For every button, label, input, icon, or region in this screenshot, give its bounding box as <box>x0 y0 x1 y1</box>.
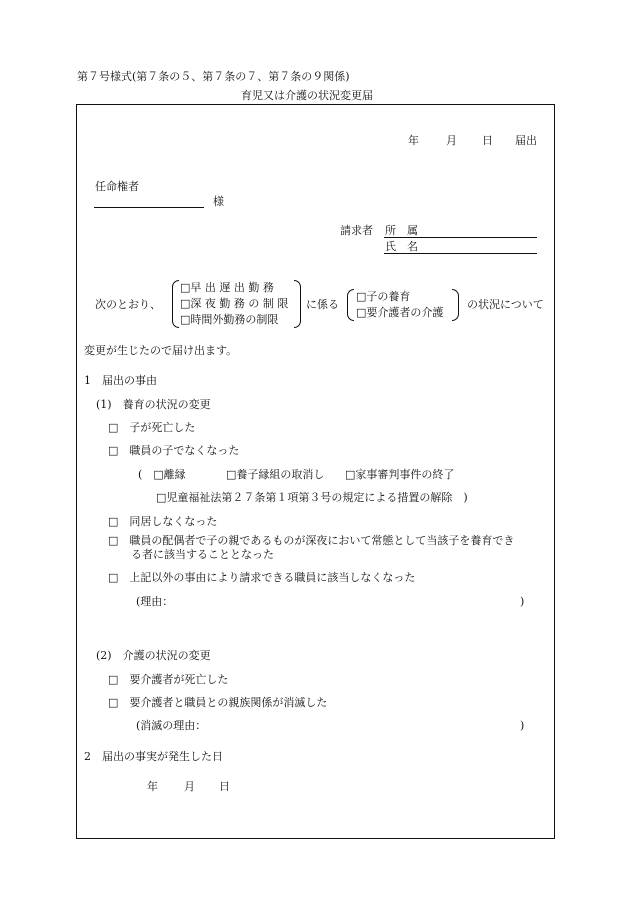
statement-suffix: の状況について <box>467 298 544 311</box>
item-not-child[interactable]: □ 職員の子でなくなった <box>108 444 240 457</box>
section1-heading: 1 届出の事由 <box>84 374 157 387</box>
sub1-reason-close: ) <box>520 595 525 608</box>
affiliation-label: 所 属 <box>385 224 418 237</box>
care-type-nursing[interactable]: □要介護者の介護 <box>356 306 444 319</box>
work-type-early-late[interactable]: □早 出 遅 出 勤 務 <box>180 281 274 294</box>
occurrence-day[interactable]: 日 <box>219 780 230 793</box>
appointer-underline[interactable] <box>94 207 204 208</box>
appointer-label: 任命権者 <box>95 180 139 193</box>
occurrence-month[interactable]: 月 <box>184 780 195 793</box>
reason-family-court[interactable]: □家事審判事件の終了 <box>345 468 455 481</box>
work-type-night[interactable]: □深 夜 勤 務 の 制 限 <box>180 297 289 310</box>
statement-connector: に係る <box>306 298 339 311</box>
date-day-label: 日 <box>482 134 493 147</box>
date-year-label: 年 <box>408 134 419 147</box>
reason-child-welfare[interactable]: □児童福祉法第２７条第１項第３号の規定による措置の解除 ) <box>156 491 468 504</box>
statement-prefix: 次のとおり、 <box>95 298 161 311</box>
sub2-heading: (2) 介護の状況の変更 <box>96 649 211 662</box>
sub1-heading: (1) 養育の状況の変更 <box>96 398 211 411</box>
occurrence-year[interactable]: 年 <box>147 780 158 793</box>
sub2-reason-close: ) <box>520 719 525 732</box>
item-spouse-line2: る者に該当することとなった <box>131 548 274 561</box>
sub1-reason-label: (理由： <box>136 595 174 608</box>
name-field[interactable] <box>384 253 537 254</box>
date-month-label: 月 <box>446 134 457 147</box>
sub2-reason-label: (消滅の理由： <box>136 719 207 732</box>
form-title: 育児又は介護の状況変更届 <box>241 89 373 102</box>
statement-line2: 変更が生じたので届け出ます。 <box>84 344 238 357</box>
affiliation-field[interactable] <box>384 237 537 238</box>
care-bracket-right <box>452 289 459 321</box>
form-number: 第７号様式(第７条の５、第７条の７、第７条の９関係) <box>77 70 350 83</box>
reason-divorce[interactable]: ( □離縁 <box>138 468 186 481</box>
submit-label: 届出 <box>515 134 537 147</box>
item-child-died[interactable]: □ 子が死亡した <box>108 421 196 434</box>
appointer-honorific: 様 <box>213 195 224 208</box>
item-spouse-line1[interactable]: □ 職員の配偶者で子の親であるものが深夜において常態として当該子を養育でき <box>108 534 515 547</box>
care-type-child[interactable]: □子の養育 <box>356 290 411 303</box>
work-bracket-left <box>172 280 179 328</box>
care-bracket-left <box>347 289 354 321</box>
item-relation-ended[interactable]: □ 要介護者と職員との親族関係が消滅した <box>108 696 328 709</box>
section2-heading: 2 届出の事実が発生した日 <box>84 750 223 763</box>
work-type-overtime[interactable]: □時間外勤務の制限 <box>180 313 279 326</box>
name-label: 氏 名 <box>385 240 418 253</box>
item-care-died[interactable]: □ 要介護者が死亡した <box>108 673 229 686</box>
item-other[interactable]: □ 上記以外の事由により請求できる職員に該当しなくなった <box>108 571 416 584</box>
requester-label: 請求者 <box>340 224 373 237</box>
reason-adoption-cancel[interactable]: □養子縁組の取消し <box>226 468 325 481</box>
work-bracket-right <box>294 280 301 328</box>
item-not-cohabiting[interactable]: □ 同居しなくなった <box>108 515 218 528</box>
